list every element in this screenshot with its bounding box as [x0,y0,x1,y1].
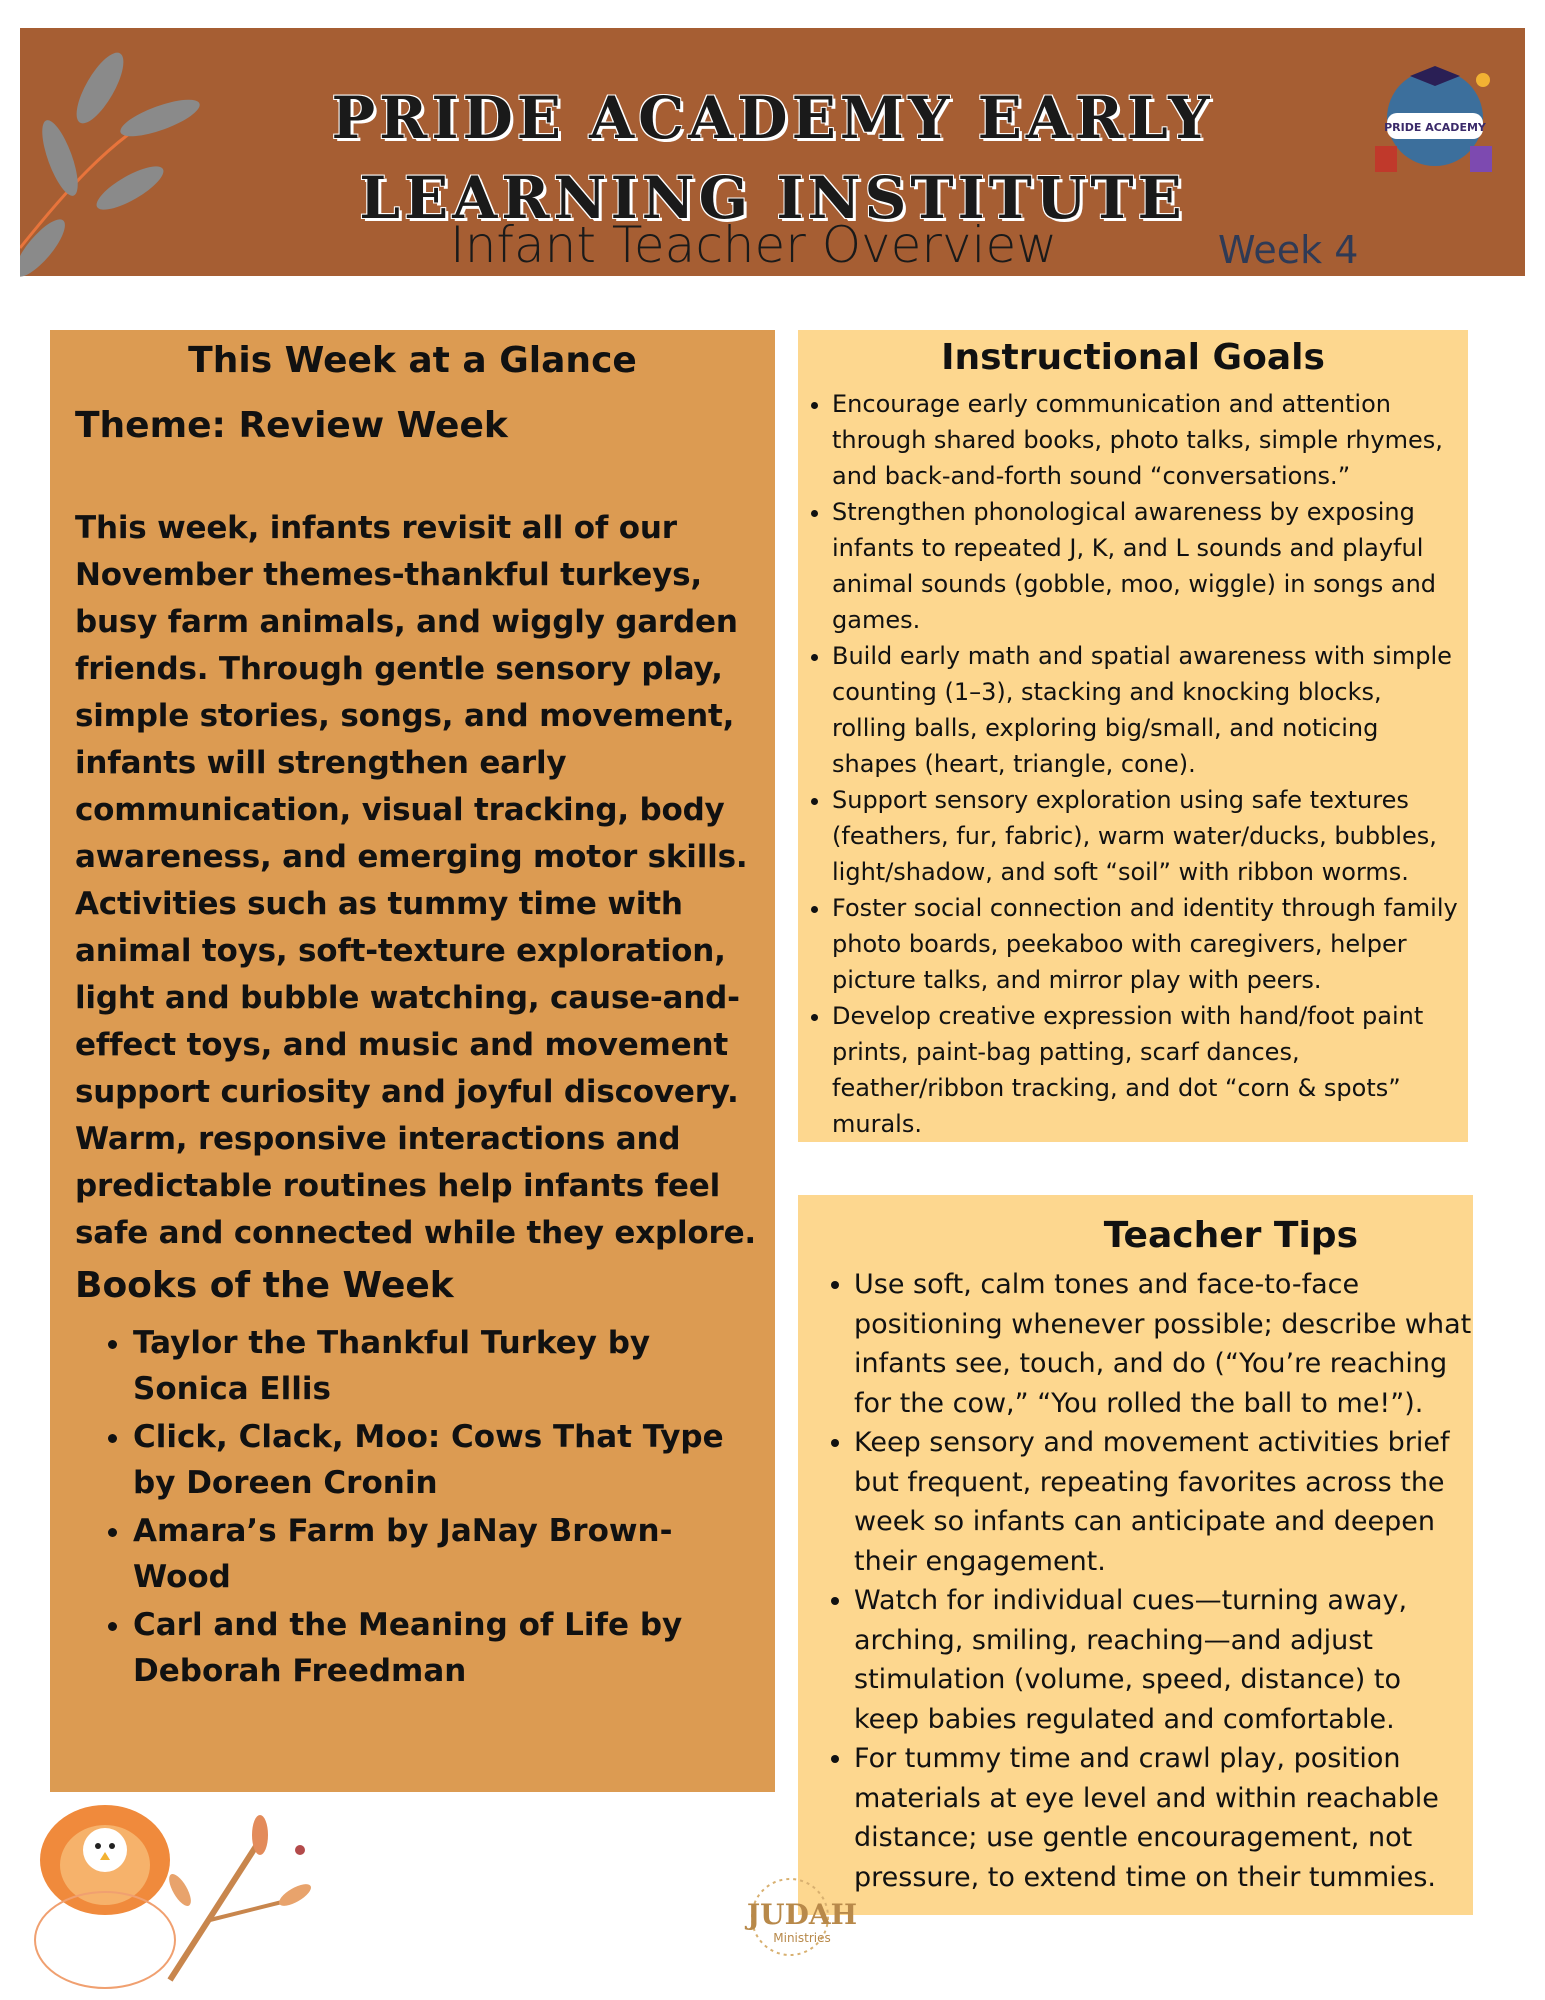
judah-brand-sub: Ministries [773,1931,831,1945]
tip-item: • Use soft, calm tones and face-to-face positioning whenever possible; describe what infants see, touch, and do (“You’re reaching for the cow,” “You rolled the ball to me!”). [854,1265,1473,1423]
theme-label: Theme: Review Week [75,405,508,446]
goal-item: • Foster social connection and identity through family photo boards, peekaboo with caregivers, helper picture talks, and mirror play with peers. [832,890,1461,998]
teacher-tips-panel [798,1195,1473,1915]
logo-text: PRIDE ACADEMY [1384,121,1486,134]
glance-heading: This Week at a Glance [188,340,637,381]
goal-item: • Support sensory exploration using safe textures (feathers, fur, fabric), warm water/ducks, bubbles, light/shadow, and soft “soil” with ribbon worms. [832,782,1461,890]
tip-item: • Keep sensory and movement activities brief but frequent, repeating favorites across the week so infants can anticipate and deepen their engagement. [854,1423,1473,1581]
judah-logo-icon [740,1862,870,1982]
book-item: • Amara’s Farm by JaNay Brown-Wood [133,1508,765,1600]
week-label: Week 4 [1218,228,1359,272]
goals-list [806,386,1461,1142]
book-item: • Click, Clack, Moo: Cows That Type by Doreen Cronin [133,1414,765,1506]
turkey-pumpkin-icon [30,1780,330,1990]
week-at-a-glance-panel [50,330,775,1792]
pride-academy-logo [1365,58,1505,178]
header-banner [20,28,1525,276]
goal-item: • Encourage early communication and attention through shared books, photo talks, simple rhymes, and back-and-forth sound “conversations.” [832,386,1461,494]
title-line-1: PRIDE ACADEMY EARLY [331,84,1214,152]
glance-body-text: This week, infants revisit all of our November themes-thankful turkeys, busy farm animals, and wiggly garden friends. Through gentle sensory play, simple stories, songs, and movement, infants will strengthen early communication, visual tracking, body awareness, and emerging motor skills. Activities such as tummy time with animal toys, soft-texture exploration, light and bubble watching, cause-and-effect toys, and music and movement support curiosity and joyful discovery. Warm, responsive interactions and predictable routines help infants feel safe and connected while they explore. [75,510,756,1251]
judah-brand-text: JUDAH [746,1898,858,1931]
instructional-goals-panel [798,330,1468,1142]
page-subtitle: Infant Teacher Overview [450,216,1058,274]
title-line-2: LEARNING INSTITUTE [359,164,1186,232]
goal-item: • Build early math and spatial awareness with simple counting (1–3), stacking and knocking blocks, rolling balls, exploring big/small, and noticing shapes (heart, triangle, cone). [832,638,1461,782]
page-title [20,78,1525,238]
goals-heading: Instructional Goals [941,337,1325,378]
goal-item: • Develop creative expression with hand/foot paint prints, paint-bag patting, scarf dances, feather/ribbon tracking, and dot “corn & spots” murals. [832,998,1461,1142]
book-item: • Taylor the Thankful Turkey by Sonica Ellis [133,1320,765,1412]
tips-list [818,1265,1473,1897]
tip-item: • For tummy time and crawl play, position materials at eye level and within reachable distance; use gentle encouragement, not pressure, to extend time on their tummies. [854,1739,1473,1897]
books-list [75,1320,765,1696]
tip-item: • Watch for individual cues—turning away, arching, smiling, reaching—and adjust stimulation (volume, speed, distance) to keep babies regulated and comfortable. [854,1581,1473,1739]
tips-heading: Teacher Tips [1103,1215,1358,1256]
books-heading: Books of the Week [75,1265,454,1306]
goal-item: • Strengthen phonological awareness by exposing infants to repeated J, K, and L sounds and playful animal sounds (gobble, moo, wiggle) in songs and games. [832,494,1461,638]
book-item: • Carl and the Meaning of Life by Deborah Freedman [133,1602,765,1694]
judah-ministries-logo [740,1862,870,1986]
